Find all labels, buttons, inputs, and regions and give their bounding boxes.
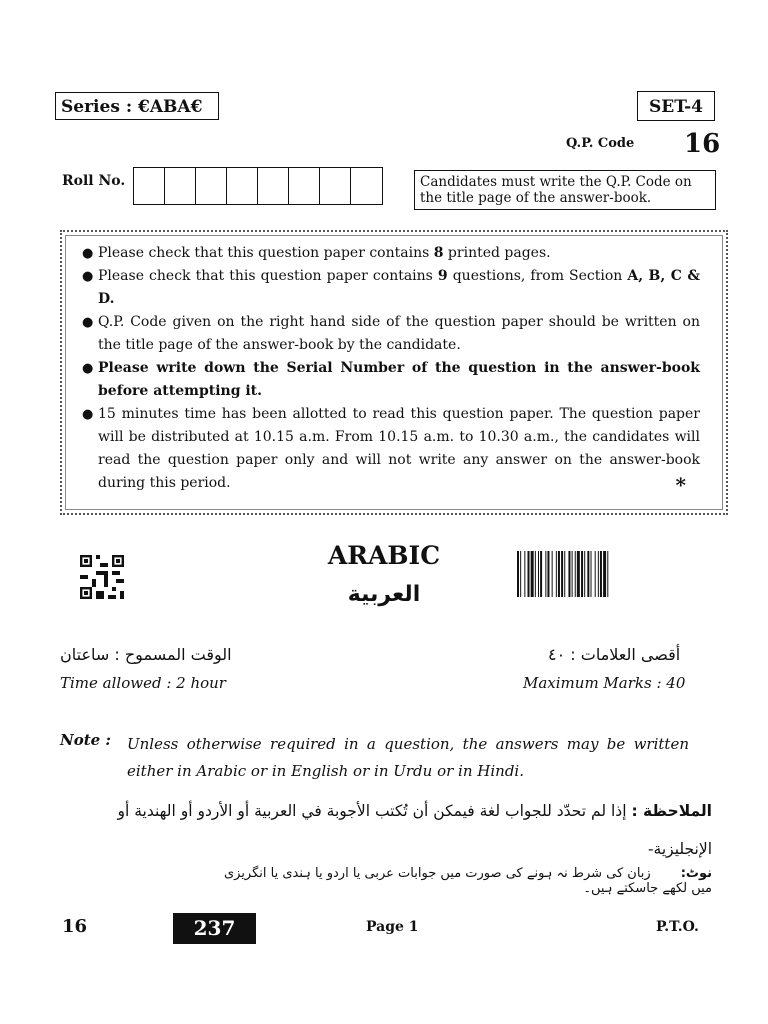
time-allowed-arabic: الوقت المسموح : ساعتان	[60, 645, 232, 664]
instructions-list	[62, 232, 726, 495]
roll-no-boxes	[133, 167, 383, 205]
urdu-note-text: زبان کی شرط نہ ہونے کی صورت میں جوابات عربی یا اردو یا ہندی یا انگریزی میں لکھے جاسکتے ہیں۔	[223, 866, 712, 896]
footer-qp-number: 16	[62, 916, 88, 937]
instruction-item: ● Q.P. Code given on the right hand side of the question paper should be written on the title page of the answer-book by the candidate.	[82, 314, 700, 353]
urdu-note	[210, 866, 712, 896]
barcode	[517, 551, 689, 597]
instruction-item: ● Please check that this question paper contains 8 printed pages.	[82, 245, 551, 261]
note-text: Unless otherwise required in a question, the answers may be written either in Arabic or in English or in Urdu or in Hindi.	[127, 735, 689, 780]
footer-code-badge: 237	[173, 913, 256, 944]
roll-digit-box	[320, 168, 351, 204]
page-number: Page 1	[366, 919, 419, 935]
arabic-note	[100, 792, 712, 868]
star-mark: *	[675, 473, 686, 497]
arabic-note-text: إذا لم تحدّد للجواب لغة فيمكن أن تُكتب الأجوبة في العربية أو الأردو أو الهندية أو الإنجليزية-	[117, 802, 712, 858]
roll-digit-box	[351, 168, 382, 204]
max-marks-arabic: أقصى العلامات : ٤٠	[548, 645, 681, 664]
arabic-note-label: الملاحظة :	[631, 802, 712, 820]
candidates-note: Candidates must write the Q.P. Code on the title page of the answer-book.	[414, 170, 716, 210]
instruction-item: ● Please write down the Serial Number of the question in the answer-book before attempting it.	[82, 360, 700, 399]
time-allowed: Time allowed : 2 hour	[60, 674, 226, 692]
roll-no-label: Roll No.	[62, 173, 126, 189]
roll-digit-box	[227, 168, 258, 204]
roll-digit-box	[165, 168, 196, 204]
subject-title-arabic: العربية	[347, 582, 421, 607]
instruction-item: ● 15 minutes time has been allotted to read this question paper. The question paper will be distributed at 10.15 a.m. From 10.15 a.m. to 10.30 a.m., the candidates will read the question paper only and will not write any answer on the answer-book during this period.	[82, 406, 700, 491]
max-marks: Maximum Marks : 40	[523, 674, 686, 692]
qp-code-label: Q.P. Code	[566, 136, 635, 151]
instructions-box	[60, 230, 728, 515]
subject-title: ARABIC	[327, 541, 441, 570]
urdu-note-label: نوٹ:	[680, 866, 712, 881]
roll-digit-box	[196, 168, 227, 204]
roll-digit-box	[134, 168, 165, 204]
pto-label: P.T.O.	[656, 919, 699, 935]
series-box: Series : €ABA€	[55, 92, 219, 120]
note-label: Note :	[60, 731, 111, 749]
set-box: SET-4	[637, 91, 715, 121]
qp-code-value: 16	[684, 129, 721, 159]
roll-digit-box	[289, 168, 320, 204]
instruction-item: ● Please check that this question paper contains 9 questions, from Section A, B, C & D.	[82, 268, 700, 307]
roll-digit-box	[258, 168, 289, 204]
